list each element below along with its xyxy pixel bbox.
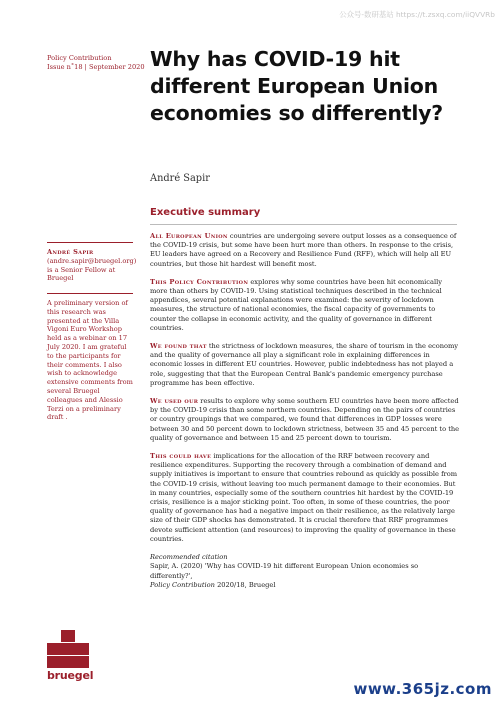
series-info	[47, 54, 145, 72]
page-title: Why has COVID-19 hit different European Union economies so differently?	[150, 47, 444, 125]
paragraph-lead: This Policy Contribution	[150, 277, 249, 286]
author-note-lead: André Sapir	[47, 248, 94, 256]
section-divider	[150, 224, 457, 225]
author-name: André Sapir	[150, 173, 210, 184]
citation-source: Policy Contribution	[150, 580, 215, 589]
issue-date: Issue n˚18 | September 2020	[47, 63, 145, 71]
citation-label: Recommended citation	[150, 553, 228, 562]
paragraph-lead: We used our	[150, 397, 199, 406]
summary-paragraph	[150, 232, 460, 269]
series-name: Policy Contribution	[47, 54, 112, 62]
author-note	[47, 242, 137, 283]
citation-source-rest: 2020/18, Bruegel	[214, 580, 276, 589]
paragraph-lead: We found that	[150, 342, 207, 351]
bruegel-logo-icon	[47, 630, 89, 668]
author-note-text: (andre.sapir@bruegel.org) is a Senior Fellow at Bruegel	[47, 256, 137, 283]
citation-body: Sapir, A. (2020) 'Why has COVID-19 hit different European Union economies so differently?',	[150, 562, 419, 580]
bruegel-logo	[47, 630, 94, 682]
paragraph-text: explores why some countries have been hit economically more than others by COVID-19. Using statistical techniques described in the technical appendices, several potential explanations were examined: the severity of lockdown measures, the structure of national economies, the fiscal capacity of governments to counter the collapse in economic activity, and the quality of governance in different countries.	[150, 277, 442, 332]
acknowledgement-note: A preliminary version of this research was presented at the Villa Vigoni Euro Workshop held as a webinar on 17 July 2020. I am grateful to the participants for their comments. I also wish to acknowledge extensive comments from several Bruegel colleagues and Alessio Terzi on a preliminary draft .	[47, 293, 133, 422]
paragraph-text: countries are undergoing severe output losses as a consequence of the COVID-19 crisis, but some have been hurt more than others. In response to the crisis, EU leaders have agreed on a Recovery and Resilience Fund (RFF), which will help all EU countries, but those hit hardest will benefit most.	[150, 232, 457, 268]
summary-paragraph	[150, 397, 460, 443]
watermark-text: 公众号-数研基站 https://t.zsxq.com/iiQVVRb	[339, 10, 495, 19]
paragraph-lead: This could have	[150, 452, 212, 461]
paragraph-text: results to explore why some southern EU countries have been more affected by the COVID-19 crisis than some northern countries. Depending on the pairs of countries or country groupings that we compared, we found that differences in GDP losses were between 30 and 50 percent down to lockdown strictness, between 35 and 45 percent to the quality of governance and between 15 and 25 percent down to tourism.	[150, 397, 460, 442]
citation-text	[150, 562, 460, 590]
paragraph-text: the strictness of lockdown measures, the share of tourism in the economy and the quality of governance all play a significant role in explaining differences in economic losses in different EU countries. However, public indebtedness has not played a role, suggesting that that the European Central Bank's pandemic emergency purchase programme has been effective.	[150, 342, 459, 387]
logo-text: bruegel	[47, 669, 94, 682]
summary-paragraph	[150, 278, 460, 333]
paragraph-lead: All European Union	[150, 232, 228, 240]
footer-url[interactable]: www.365jz.com	[353, 680, 492, 698]
summary-body	[150, 232, 460, 599]
summary-paragraph	[150, 342, 460, 388]
paragraph-text: implications for the allocation of the RRF between recovery and resilience expenditures. Supporting the recovery through a combination of demand and supply initiatives is important to ensure that countries rebound as quickly as possible from the COVID-19 crisis, without leaving too much permanent damage to their economies. But in many countries, especially some of the southern countries hit hardest by the COVID-19 crisis, resilience is a major sticking point. Too often, in some of these countries, the poor quality of governance has had a negative impact on their resilience, as the relatively large size of their GDP shocks has demonstrated. It is crucial therefore that RRF programmes devote sufficient attention (and resources) to improving the quality of governance in these countries.	[150, 452, 458, 543]
section-title: Executive summary	[150, 207, 261, 218]
summary-paragraph	[150, 452, 460, 544]
